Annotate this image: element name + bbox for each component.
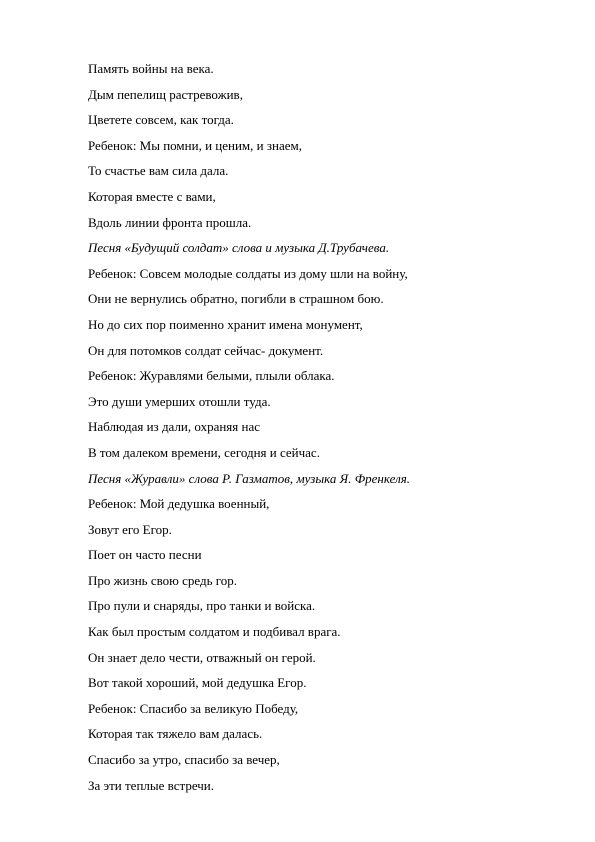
text-line: Ребенок: Спасибо за великую Победу, (88, 700, 299, 716)
text-line: В том далеком времени, сегодня и сейчас. (88, 444, 320, 460)
text-line: Ребенок: Совсем молодые солдаты из дому шли на войну, (88, 265, 408, 281)
text-line: Память войны на века. (88, 61, 214, 76)
text-line: Он для потомков солдат сейчас- документ. (88, 342, 324, 358)
text-line: Но до сих пор поименно хранит имена монумент, (88, 316, 363, 332)
text-line: За эти теплые встречи. (88, 777, 215, 793)
text-line: Это души умерших отошли туда. (88, 393, 271, 409)
text-line: Цветете совсем, как тогда. (88, 112, 234, 128)
text-line: Он знает дело чести, отважный он герой. (88, 649, 316, 665)
song-title-line: Песня «Будущий солдат» слова и музыка Д.Трубачева. (88, 240, 390, 256)
text-line: Вот такой хороший, мой дедушка Егор. (88, 675, 307, 691)
song-title-line: Песня «Журавли» слова Р. Газматов, музыка Я. Френкеля. (88, 470, 411, 486)
text-line: Вдоль линии фронта прошла. (88, 214, 252, 230)
text-line: То счастье вам сила дала. (88, 163, 229, 179)
text-line: Спасибо за утро, спасибо за вечер, (88, 752, 280, 768)
text-line: Про пули и снаряды, про танки и войска. (88, 598, 316, 614)
text-line: Как был простым солдатом и подбивал врага. (88, 624, 341, 640)
text-line: Которая так тяжело вам далась. (88, 726, 263, 742)
text-line: Наблюдая из дали, охраняя нас (88, 419, 260, 435)
text-line: Ребенок: Мы помни, и ценим, и знаем, (88, 137, 302, 153)
text-line: Дым пепелищ растревожив, (88, 86, 243, 102)
text-line: Которая вместе с вами, (88, 188, 216, 204)
text-line: Про жизнь свою средь гор. (88, 572, 238, 588)
text-line: Поет он часто песни (88, 547, 202, 563)
text-line: Они не вернулись обратно, погибли в страшном бою. (88, 291, 384, 307)
text-block (88, 56, 558, 798)
text-line: Зовут его Егор. (88, 521, 172, 537)
text-line: Ребенок: Мой дедушка военный, (88, 496, 270, 512)
text-line: Ребенок: Журавлями белыми, плыли облака. (88, 368, 335, 384)
